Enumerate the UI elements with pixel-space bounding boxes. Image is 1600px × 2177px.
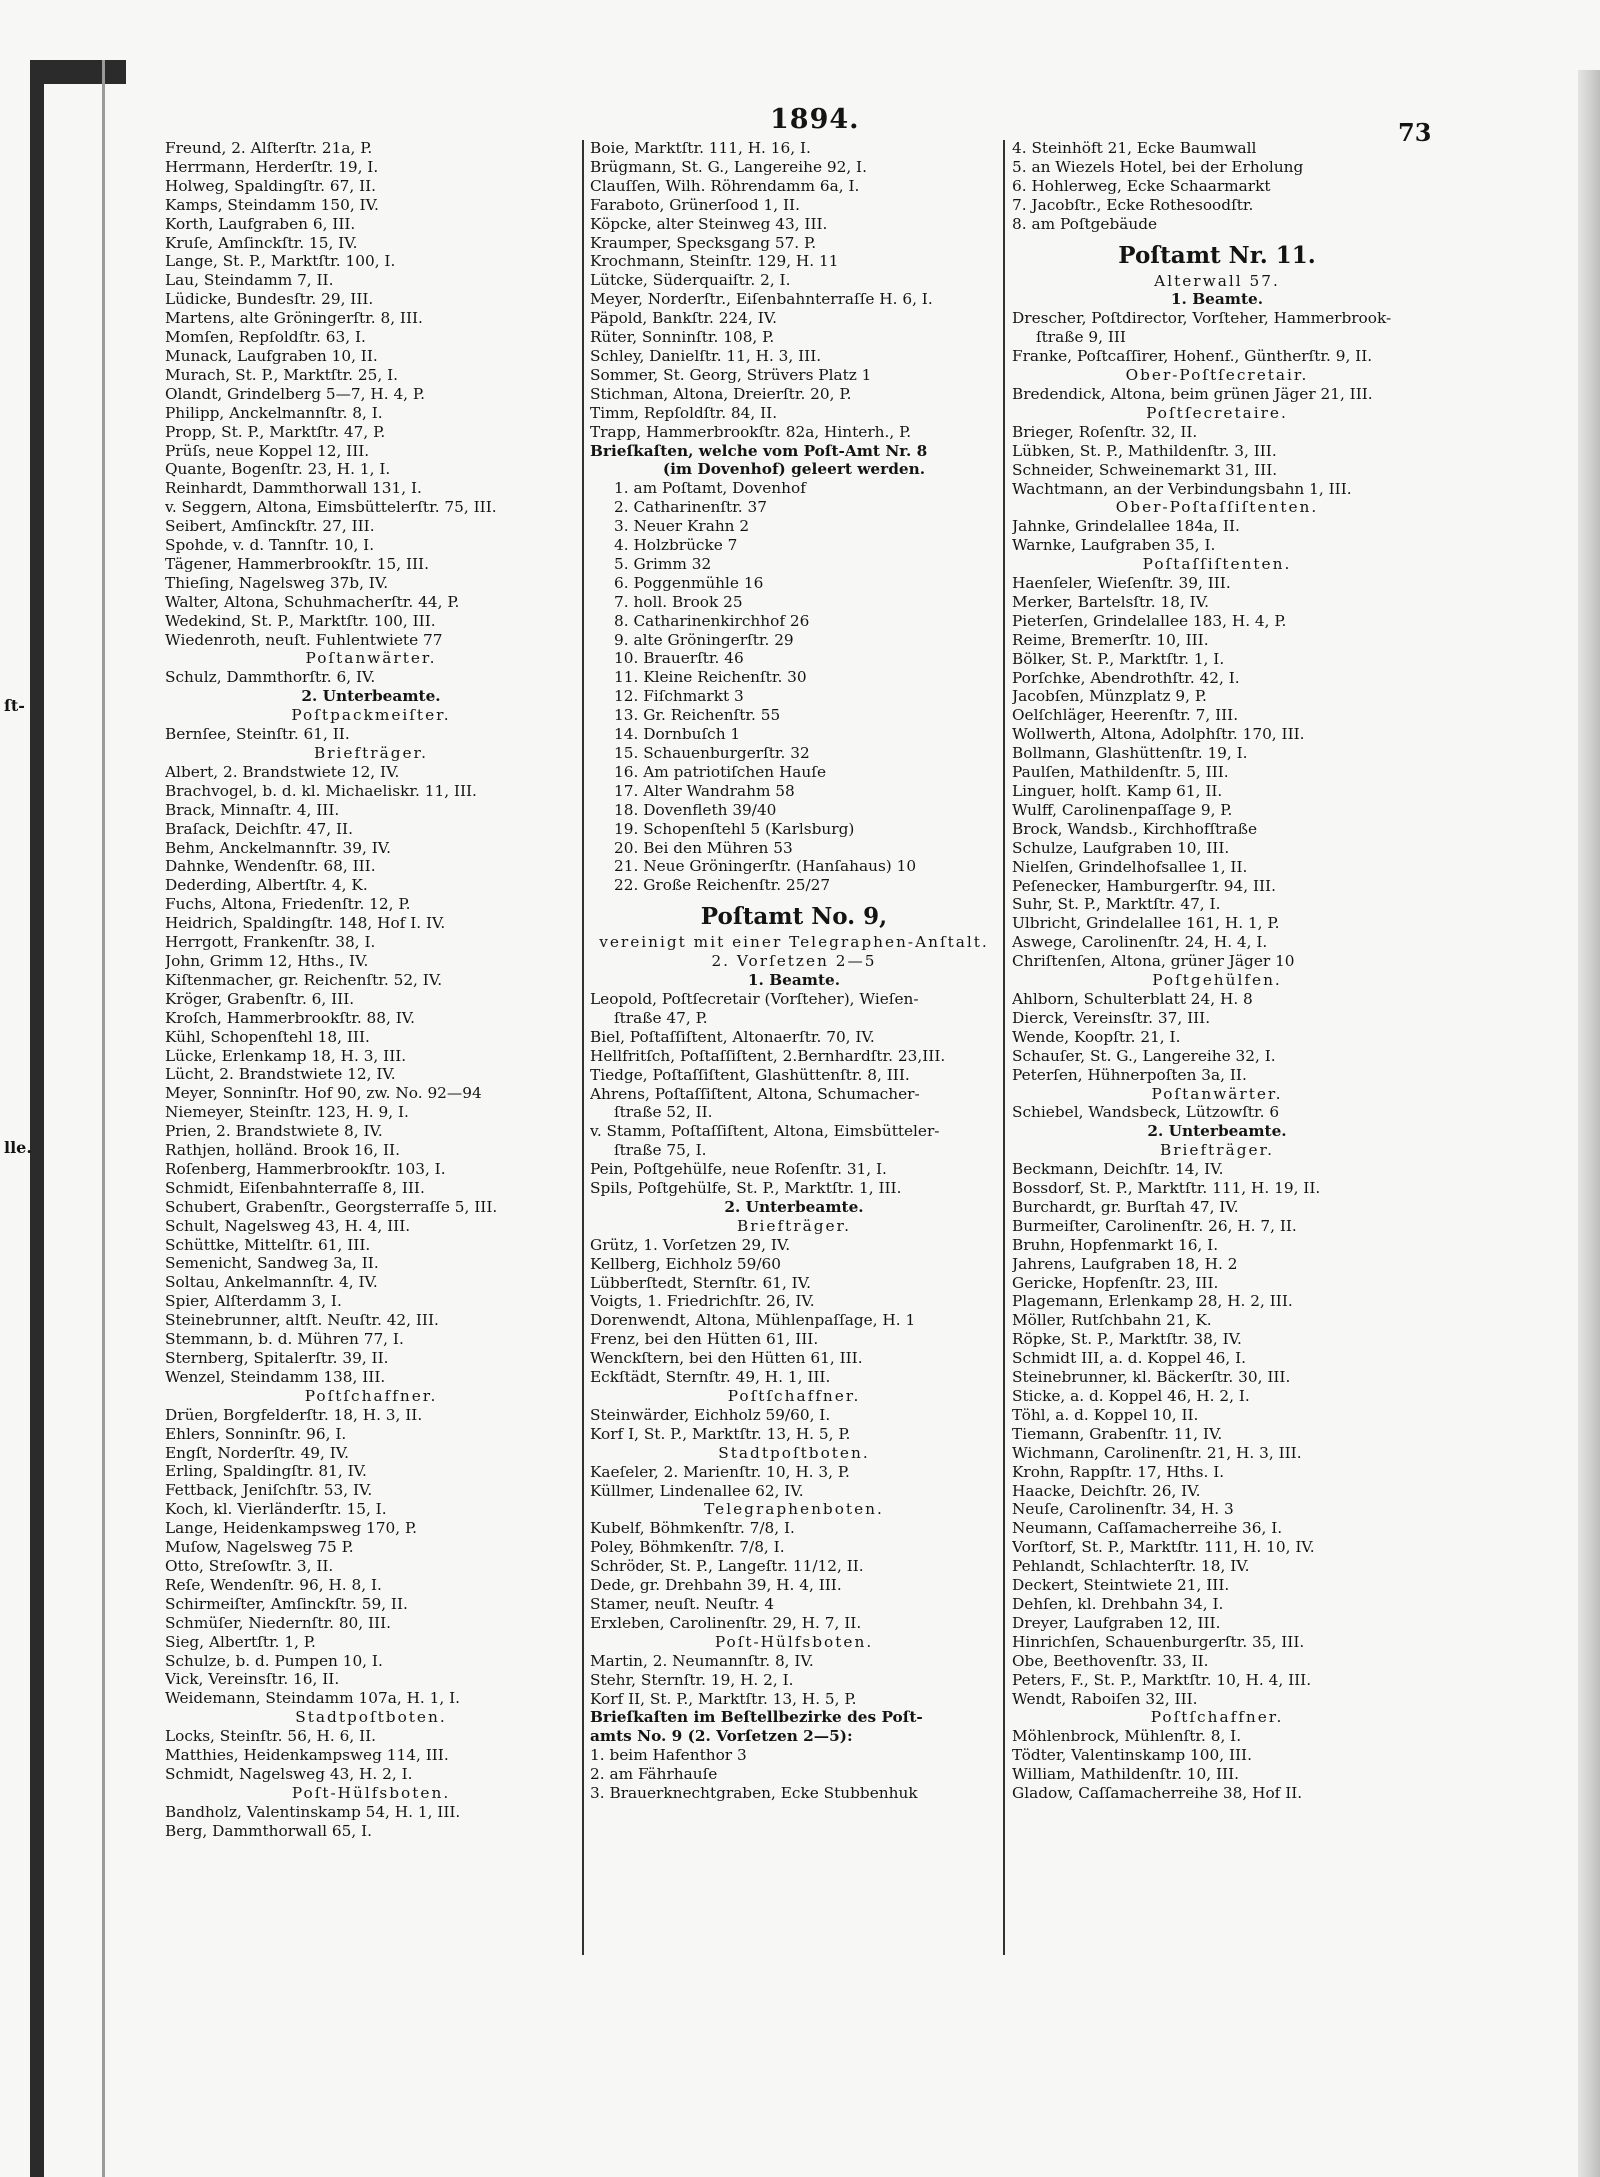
- directory-entry: Obe, Beethovenſtr. 33, II.: [1012, 1651, 1209, 1670]
- directory-entry: Kroſch, Hammerbrookſtr. 88, IV.: [165, 1008, 416, 1027]
- directory-entry: Brachvogel, b. d. kl. Michaeliskr. 11, III.: [165, 781, 477, 800]
- directory-entry: Vick, Vereinsſtr. 16, II.: [165, 1670, 340, 1689]
- directory-entry: Ahlborn, Schulterblatt 24, H. 8: [1012, 989, 1253, 1008]
- section-label: 1. Beamte.: [1170, 290, 1264, 309]
- directory-entry: Sommer, St. Georg, Strüvers Platz 1: [590, 365, 872, 384]
- directory-entry: Albert, 2. Brandstwiete 12, IV.: [165, 762, 400, 781]
- directory-entry: Steinebrunner, kl. Bäckerſtr. 30, III.: [1012, 1368, 1291, 1387]
- directory-entry: Stichman, Altona, Dreierſtr. 20, P.: [590, 384, 852, 403]
- directory-entry: Vorſtorf, St. P., Marktſtr. 111, H. 10, IV.: [1012, 1538, 1315, 1557]
- directory-entry: Hellfritſch, Poſtaſſiſtent, 2.Bernhardſtr. 23,III.: [590, 1046, 946, 1065]
- directory-entry: ſtraße 75, I.: [614, 1141, 707, 1160]
- directory-entry: Franke, Poſtcaſſirer, Hohenf., Güntherſtr. 9, II.: [1012, 347, 1373, 366]
- directory-entry: Drüen, Borgfelderſtr. 18, H. 3, II.: [165, 1405, 423, 1424]
- section-label: Poſt-Hülfsboten.: [714, 1632, 874, 1651]
- directory-column-3: [1012, 139, 1422, 1803]
- directory-entry: Lange, St. P., Marktſtr. 100, I.: [165, 252, 396, 271]
- section-label: Poſtſchaffner.: [727, 1387, 861, 1405]
- directory-entry: Warnke, Laufgraben 35, I.: [1012, 536, 1216, 555]
- section-label: 1. Beamte.: [747, 971, 841, 990]
- page-year: 1894.: [770, 104, 860, 135]
- directory-entry: Brieger, Roſenſtr. 32, II.: [1012, 422, 1198, 441]
- directory-entry: Kubelf, Böhmkenſtr. 7/8, I.: [590, 1519, 795, 1538]
- directory-entry: Merker, Bartelsſtr. 18, IV.: [1012, 592, 1209, 611]
- directory-entry: Lüdicke, Bundesſtr. 29, III.: [165, 290, 374, 309]
- directory-entry: Spils, Poſtgehülfe, St. P., Marktſtr. 1, III.: [590, 1179, 902, 1198]
- directory-entry: Dederding, Albertſtr. 4, K.: [165, 876, 368, 895]
- directory-entry: William, Mathildenſtr. 10, III.: [1012, 1765, 1239, 1784]
- directory-entry: v. Seggern, Altona, Eimsbüttelerſtr. 75, III.: [165, 498, 497, 517]
- directory-entry: Korf I, St. P., Marktſtr. 13, H. 5, P.: [590, 1424, 851, 1443]
- directory-entry: Wenckſtern, bei den Hütten 61, III.: [590, 1349, 863, 1368]
- directory-entry: 7. holl. Brook 25: [614, 592, 743, 611]
- directory-entry: Schubert, Grabenſtr., Georgsterraſſe 5, III.: [165, 1197, 498, 1216]
- directory-entry: Schmüſer, Niedernſtr. 80, III.: [165, 1613, 392, 1632]
- directory-entry: Brock, Wandsb., Kirchhofſtraße: [1012, 819, 1257, 838]
- section-label: Poſtgehülfen.: [1152, 971, 1282, 990]
- directory-entry: Porſchke, Abendrothſtr. 42, I.: [1012, 668, 1240, 687]
- directory-entry: Schult, Nagelsweg 43, H. 4, III.: [165, 1216, 411, 1235]
- directory-entry: Töhl, a. d. Koppel 10, II.: [1012, 1405, 1199, 1424]
- directory-entry: Dehſen, kl. Drehbahn 34, I.: [1012, 1594, 1224, 1613]
- directory-entry: Kamps, Steindamm 150, IV.: [165, 195, 379, 214]
- directory-entry: Weidemann, Steindamm 107a, H. 1, I.: [165, 1689, 460, 1708]
- directory-entry: Wollwerth, Altona, Adolphſtr. 170, III.: [1012, 725, 1305, 744]
- directory-entry: 6. Poggenmühle 16: [614, 573, 764, 592]
- directory-entry: Kaeſeler, 2. Marienſtr. 10, H. 3, P.: [590, 1462, 850, 1481]
- directory-entry: Boie, Marktſtr. 111, H. 16, I.: [590, 139, 811, 157]
- directory-entry: Freund, 2. Alſterſtr. 21a, P.: [165, 139, 373, 157]
- directory-entry: Haacke, Deichſtr. 26, IV.: [1012, 1481, 1201, 1500]
- directory-entry: Stamer, neuſt. Neuſtr. 4: [590, 1594, 775, 1613]
- directory-entry: Locks, Steinſtr. 56, H. 6, II.: [165, 1727, 377, 1746]
- directory-entry: 1. am Poſtamt, Dovenhof: [614, 479, 806, 498]
- directory-column-2: [590, 139, 998, 1803]
- directory-entry: 17. Alter Wandrahm 58: [614, 781, 795, 800]
- directory-entry: Tödter, Valentinskamp 100, III.: [1012, 1746, 1252, 1765]
- directory-entry: Aswege, Carolinenſtr. 24, H. 4, I.: [1012, 933, 1268, 952]
- directory-entry: Ehlers, Sonninſtr. 96, I.: [165, 1424, 347, 1443]
- directory-entry: Sieg, Albertſtr. 1, P.: [165, 1632, 316, 1651]
- directory-entry: 9. alte Gröningerſtr. 29: [614, 630, 794, 649]
- directory-entry: Behm, Anckelmannſtr. 39, IV.: [165, 838, 392, 857]
- directory-entry: Steinwärder, Eichholz 59/60, I.: [590, 1405, 831, 1424]
- directory-entry: Kühl, Schopenſtehl 18, III.: [165, 1027, 370, 1046]
- directory-entry: Prüſs, neue Koppel 12, III.: [165, 441, 370, 460]
- section-label: Alterwall 57.: [1154, 271, 1280, 290]
- directory-entry: Kellberg, Eichholz 59/60: [590, 1254, 781, 1273]
- section-label: Stadtpoſtboten.: [718, 1443, 870, 1462]
- directory-entry: Wiedenroth, neuſt. Fuhlentwiete 77: [165, 630, 443, 649]
- section-label: Poſt-Hülfsboten.: [291, 1783, 451, 1802]
- directory-entry: Ahrens, Poſtaſſiſtent, Altona, Schumacher-: [590, 1084, 920, 1103]
- directory-column-1: [165, 139, 577, 1841]
- section-label: Ober-Poſtaſſiſtenten.: [1115, 498, 1319, 517]
- scan-border-left: [30, 60, 44, 2177]
- directory-entry: Brügmann, St. G., Langereihe 92, I.: [590, 157, 867, 176]
- directory-entry: Niemeyer, Steinſtr. 123, H. 9, I.: [165, 1103, 409, 1122]
- directory-entry: 14. Dornbuſch 1: [614, 725, 741, 744]
- directory-entry: Matthies, Heidenkampsweg 114, III.: [165, 1746, 449, 1765]
- directory-entry: ſtraße 52, II.: [614, 1103, 713, 1122]
- directory-entry: Beckmann, Deichſtr. 14, IV.: [1012, 1160, 1224, 1179]
- section-label: Briefträger.: [313, 744, 429, 762]
- directory-entry: 8. Catharinenkirchhof 26: [614, 611, 810, 630]
- directory-entry: Kruſe, Amſinckſtr. 15, IV.: [165, 233, 358, 252]
- directory-entry: Sternberg, Spitalerſtr. 39, II.: [165, 1349, 389, 1367]
- directory-entry: Fuchs, Altona, Friedenſtr. 12, P.: [165, 895, 411, 914]
- directory-entry: Spohde, v. d. Tannſtr. 10, I.: [165, 536, 375, 555]
- directory-entry: Momſen, Repſoldſtr. 63, I.: [165, 328, 366, 347]
- directory-entry: Lübken, St. P., Mathildenſtr. 3, III.: [1012, 441, 1277, 460]
- directory-entry: Munack, Laufgraben 10, II.: [165, 346, 378, 365]
- directory-entry: Kröger, Grabenſtr. 6, III.: [165, 989, 355, 1008]
- directory-entry: Bollmann, Glashüttenſtr. 19, I.: [1012, 744, 1248, 763]
- directory-entry: John, Grimm 12, Hths., IV.: [165, 951, 369, 970]
- page-number: 73: [1398, 118, 1432, 147]
- directory-entry: Korth, Laufgraben 6, III.: [165, 214, 356, 233]
- directory-entry: Stemmann, b. d. Mühren 77, I.: [165, 1330, 404, 1349]
- directory-entry: Hinrichſen, Schauenburgerſtr. 35, III.: [1012, 1632, 1305, 1651]
- directory-entry: Schauſer, St. G., Langereihe 32, I.: [1012, 1046, 1276, 1065]
- directory-entry: Rüter, Sonninſtr. 108, P.: [590, 328, 775, 347]
- directory-entry: Schulz, Dammthorſtr. 6, IV.: [165, 668, 376, 687]
- directory-entry: Meyer, Norderſtr., Eiſenbahnterraſſe H. 6, I.: [590, 290, 933, 309]
- directory-entry: Krohn, Rappſtr. 17, Hths. I.: [1012, 1462, 1225, 1481]
- margin-fragment: lle.: [4, 1138, 32, 1157]
- directory-entry: Neuſe, Carolinenſtr. 34, H. 3: [1012, 1500, 1234, 1519]
- directory-entry: 13. Gr. Reichenſtr. 55: [614, 706, 781, 725]
- page-edge-shadow: [1578, 70, 1600, 2177]
- directory-entry: Braſack, Deichſtr. 47, II.: [165, 819, 353, 838]
- directory-entry: Schirmeiſter, Amſinckſtr. 59, II.: [165, 1594, 408, 1613]
- section-label: vereinigt mit einer Telegraphen-Anſtalt.: [599, 933, 989, 952]
- directory-entry: Wenzel, Steindamm 138, III.: [165, 1367, 386, 1386]
- directory-entry: Dorenwendt, Altona, Mühlenpaſſage, H. 1: [590, 1311, 916, 1330]
- directory-entry: Gladow, Caſſamacherreihe 38, Hof II.: [1012, 1784, 1303, 1803]
- section-label: Brieſkaſten im Beſtellbezirke des Poſt-: [590, 1708, 923, 1727]
- directory-entry: Seibert, Amſinckſtr. 27, III.: [165, 517, 375, 536]
- section-label: amts No. 9 (2. Vorſetzen 2—5):: [590, 1727, 853, 1746]
- directory-entry: Roſenberg, Hammerbrookſtr. 103, I.: [165, 1159, 446, 1178]
- section-label: Brieſkaſten, welche vom Poſt-Amt Nr. 8: [590, 441, 928, 460]
- directory-entry: Röpke, St. P., Marktſtr. 38, IV.: [1012, 1330, 1242, 1349]
- directory-entry: 4. Steinhöft 21, Ecke Baumwall: [1012, 139, 1257, 157]
- directory-entry: Wulff, Carolinenpaſſage 9, P.: [1012, 800, 1233, 819]
- directory-entry: 5. an Wiezels Hotel, bei der Erholung: [1012, 157, 1304, 176]
- directory-entry: Gericke, Hopfenſtr. 23, III.: [1012, 1273, 1219, 1292]
- directory-entry: Erxleben, Carolinenſtr. 29, H. 7, II.: [590, 1613, 862, 1632]
- directory-entry: 8. am Poſtgebäude: [1012, 214, 1158, 233]
- directory-entry: 3. Neuer Krahn 2: [614, 517, 750, 536]
- directory-entry: 20. Bei den Mühren 53: [614, 838, 793, 857]
- directory-entry: Schiebel, Wandsbeck, Lützowſtr. 6: [1012, 1103, 1280, 1122]
- section-label: Briefträger.: [1159, 1141, 1275, 1160]
- column-rule: [1003, 140, 1005, 1955]
- directory-entry: Muſow, Nagelsweg 75 P.: [165, 1538, 354, 1557]
- directory-entry: Reime, Bremerſtr. 10, III.: [1012, 630, 1209, 649]
- directory-entry: Dreyer, Laufgraben 12, III.: [1012, 1613, 1221, 1632]
- directory-entry: Ulbricht, Grindelallee 161, H. 1, P.: [1012, 914, 1280, 933]
- directory-entry: Propp, St. P., Marktſtr. 47, P.: [165, 422, 386, 441]
- directory-entry: 7. Jacobſtr., Ecke Rothesoodſtr.: [1012, 195, 1254, 214]
- directory-entry: Reinhardt, Dammthorwall 131, I.: [165, 479, 422, 498]
- directory-entry: Linguer, holſt. Kamp 61, II.: [1012, 782, 1223, 800]
- directory-entry: Wedekind, St. P., Marktſtr. 100, III.: [165, 611, 436, 630]
- directory-entry: Reſe, Wendenſtr. 96, H. 8, I.: [165, 1575, 382, 1594]
- directory-entry: Peters, F., St. P., Marktſtr. 10, H. 4, III.: [1012, 1670, 1312, 1689]
- directory-entry: Möller, Rutſchbahn 21, K.: [1012, 1311, 1212, 1330]
- directory-entry: Jahnke, Grindelallee 184a, II.: [1012, 517, 1240, 536]
- directory-entry: 10. Brauerſtr. 46: [614, 649, 744, 668]
- directory-entry: Bölker, St. P., Marktſtr. 1, I.: [1012, 649, 1225, 668]
- directory-entry: Lücht, 2. Brandstwiete 12, IV.: [165, 1065, 396, 1084]
- directory-entry: Steinebrunner, altſt. Neuſtr. 42, III.: [165, 1311, 439, 1330]
- directory-entry: Schmidt, Nagelsweg 43, H. 2, I.: [165, 1764, 413, 1783]
- directory-entry: Lange, Heidenkampsweg 170, P.: [165, 1519, 417, 1538]
- directory-entry: Holweg, Spaldingſtr. 67, II.: [165, 176, 377, 195]
- section-label: Poſtpackmeiſter.: [291, 706, 451, 725]
- directory-entry: Engſt, Norderſtr. 49, IV.: [165, 1443, 350, 1462]
- directory-entry: Stehr, Sternſtr. 19, H. 2, I.: [590, 1670, 794, 1689]
- directory-entry: 19. Schopenſtehl 5 (Karlsburg): [614, 819, 855, 838]
- directory-entry: 2. Catharinenſtr. 37: [614, 498, 767, 517]
- directory-entry: Wichmann, Carolinenſtr. 21, H. 3, III.: [1012, 1443, 1302, 1462]
- directory-entry: Suhr, St. P., Marktſtr. 47, I.: [1012, 895, 1221, 914]
- directory-entry: Schmidt, Eiſenbahnterraſſe 8, III.: [165, 1178, 425, 1197]
- section-heading: Poſtamt Nr. 11.: [1118, 241, 1316, 269]
- directory-entry: 3. Brauerknechtgraben, Ecke Stubbenhuk: [590, 1784, 918, 1803]
- section-label: (im Dovenhof) geleert werden.: [662, 460, 926, 479]
- directory-entry: Soltau, Ankelmannſtr. 4, IV.: [165, 1273, 378, 1292]
- directory-entry: Dierck, Vereinsſtr. 37, III.: [1012, 1008, 1211, 1027]
- directory-entry: Rathjen, holländ. Brook 16, II.: [165, 1141, 400, 1160]
- directory-entry: Faraboto, Grünerſood 1, II.: [590, 195, 800, 214]
- directory-entry: Peterſen, Hühnerpoſten 3a, II.: [1012, 1065, 1247, 1084]
- directory-entry: Fettback, Jeniſchſtr. 53, IV.: [165, 1481, 373, 1500]
- directory-entry: Schüttke, Mittelſtr. 61, III.: [165, 1235, 371, 1254]
- directory-entry: Brack, Minnaſtr. 4, III.: [165, 800, 340, 819]
- directory-entry: Päpold, Bankſtr. 224, IV.: [590, 309, 777, 328]
- directory-entry: Paulſen, Mathildenſtr. 5, III.: [1012, 763, 1229, 782]
- directory-entry: Wendt, Raboiſen 32, III.: [1012, 1689, 1198, 1708]
- directory-entry: Lütcke, Süderquaiſtr. 2, I.: [590, 271, 791, 290]
- directory-entry: Heidrich, Spaldingſtr. 148, Hof I. IV.: [165, 914, 446, 933]
- section-label: Poſtſecretaire.: [1146, 403, 1288, 422]
- directory-entry: Erling, Spaldingſtr. 81, IV.: [165, 1462, 367, 1481]
- section-label: Briefträger.: [736, 1216, 852, 1235]
- directory-entry: Korf II, St. P., Marktſtr. 13, H. 5, P.: [590, 1689, 857, 1708]
- section-label: Ober-Poſtſecretair.: [1125, 366, 1309, 385]
- directory-entry: Köpcke, alter Steinweg 43, III.: [590, 214, 828, 233]
- directory-entry: Leopold, Poſtſecretair (Vorſteher), Wieſen-: [590, 989, 919, 1008]
- directory-entry: Pieterſen, Grindelallee 183, H. 4, P.: [1012, 611, 1287, 630]
- directory-entry: Schröder, St. P., Langeſtr. 11/12, II.: [590, 1557, 864, 1576]
- directory-entry: Martin, 2. Neumannſtr. 8, IV.: [590, 1651, 814, 1670]
- directory-entry: Schulze, b. d. Pumpen 10, I.: [165, 1651, 383, 1670]
- directory-entry: Drescher, Poſtdirector, Vorſteher, Hammerbrook-: [1012, 309, 1392, 328]
- directory-entry: Kraumper, Specksgang 57. P.: [590, 233, 817, 252]
- directory-entry: Spier, Alſterdamm 3, I.: [165, 1292, 342, 1311]
- directory-entry: 1. beim Hafenthor 3: [590, 1746, 747, 1765]
- section-label: 2. Vorſetzen 2—5: [711, 952, 877, 971]
- directory-entry: Schley, Danielſtr. 11, H. 3, III.: [590, 346, 822, 365]
- directory-entry: Timm, Repſoldſtr. 84, II.: [590, 403, 778, 422]
- directory-entry: Thieſing, Nagelsweg 37b, IV.: [165, 573, 389, 592]
- directory-entry: Bernſee, Steinſtr. 61, II.: [165, 725, 350, 744]
- directory-entry: 21. Neue Gröningerſtr. (Hanſahaus) 10: [614, 857, 917, 876]
- directory-entry: Herrmann, Herderſtr. 19, I.: [165, 157, 379, 176]
- directory-entry: Frenz, bei den Hütten 61, III.: [590, 1330, 819, 1349]
- section-label: Poſtanwärter.: [305, 649, 437, 668]
- directory-entry: Haenſeler, Wieſenſtr. 39, III.: [1012, 574, 1231, 593]
- directory-entry: ſtraße 47, P.: [614, 1008, 708, 1027]
- directory-entry: 12. Fiſchmarkt 3: [614, 687, 744, 706]
- directory-entry: v. Stamm, Poſtaſſiſtent, Altona, Eimsbütteler-: [590, 1122, 940, 1141]
- directory-entry: Oelſchläger, Heerenſtr. 7, III.: [1012, 706, 1239, 725]
- directory-entry: Dahnke, Wendenſtr. 68, III.: [165, 857, 376, 876]
- directory-entry: Tiemann, Grabenſtr. 11, IV.: [1012, 1424, 1223, 1443]
- directory-entry: Lübberſtedt, Sternſtr. 61, IV.: [590, 1273, 811, 1292]
- directory-entry: Sticke, a. d. Koppel 46, H. 2, I.: [1012, 1387, 1250, 1405]
- directory-entry: ſtraße 9, III: [1036, 328, 1126, 347]
- directory-entry: Plagemann, Erlenkamp 28, H. 2, III.: [1012, 1292, 1293, 1311]
- directory-entry: Meyer, Sonninſtr. Hof 90, zw. No. 92—94: [165, 1084, 482, 1103]
- directory-entry: 15. Schauenburgerſtr. 32: [614, 744, 810, 762]
- directory-entry: Chriſtenſen, Altona, grüner Jäger 10: [1012, 952, 1295, 971]
- directory-entry: 5. Grimm 32: [614, 554, 712, 573]
- directory-entry: Burmeiſter, Carolinenſtr. 26, H. 7, II.: [1012, 1216, 1297, 1235]
- directory-entry: Bruhn, Hopfenmarkt 16, I.: [1012, 1235, 1219, 1254]
- section-label: Poſtſchaffner.: [1150, 1708, 1284, 1727]
- directory-entry: Koch, kl. Vierländerſtr. 15, I.: [165, 1500, 387, 1519]
- directory-entry: Tägener, Hammerbrookſtr. 15, III.: [165, 554, 429, 573]
- directory-entry: Walter, Altona, Schuhmacherſtr. 44, P.: [165, 592, 460, 611]
- directory-entry: Wachtmann, an der Verbindungsbahn 1, III.: [1012, 479, 1352, 498]
- directory-entry: Semenicht, Sandweg 3a, II.: [165, 1254, 379, 1273]
- section-label: 2. Unterbeamte.: [301, 687, 441, 706]
- directory-entry: Eckſtädt, Sternſtr. 49, H. 1, III.: [590, 1368, 831, 1387]
- directory-entry: 18. Dovenfleth 39/40: [614, 800, 777, 819]
- directory-entry: 22. Große Reichenſtr. 25/27: [614, 876, 831, 895]
- directory-entry: 16. Am patriotiſchen Hauſe: [614, 762, 826, 781]
- section-label: Poſtanwärter.: [1151, 1084, 1283, 1103]
- directory-entry: Wende, Koopſtr. 21, I.: [1012, 1027, 1181, 1046]
- directory-entry: Berg, Dammthorwall 65, I.: [165, 1821, 372, 1840]
- directory-entry: Grütz, 1. Vorſetzen 29, IV.: [590, 1235, 791, 1254]
- directory-entry: Quante, Bogenſtr. 23, H. 1, I.: [165, 460, 391, 479]
- directory-entry: Nielſen, Grindelhofsallee 1, II.: [1012, 857, 1248, 876]
- section-label: 2. Unterbeamte.: [724, 1197, 864, 1216]
- directory-entry: Pein, Poſtgehülfe, neue Roſenſtr. 31, I.: [590, 1160, 887, 1179]
- directory-entry: 2. am Fährhauſe: [590, 1765, 718, 1784]
- directory-entry: Neumann, Caſſamacherreihe 36, I.: [1012, 1519, 1283, 1538]
- directory-entry: Clauſſen, Wilh. Röhrendamm 6a, I.: [590, 176, 860, 195]
- directory-entry: Trapp, Hammerbrookſtr. 82a, Hinterh., P.: [590, 422, 912, 441]
- section-label: Telegraphenboten.: [704, 1500, 884, 1519]
- section-label: Poſtaſſiſtenten.: [1142, 555, 1292, 574]
- section-heading: Poſtamt No. 9,: [700, 903, 888, 931]
- directory-entry: Bredendick, Altona, beim grünen Jäger 21, III.: [1012, 384, 1373, 403]
- directory-entry: Burchardt, gr. Burſtah 47, IV.: [1012, 1197, 1239, 1216]
- directory-entry: Philipp, Anckelmannſtr. 8, I.: [165, 403, 383, 422]
- directory-entry: Herrgott, Frankenſtr. 38, I.: [165, 933, 376, 952]
- directory-entry: Voigts, 1. Friedrichſtr. 26, IV.: [590, 1292, 815, 1311]
- directory-entry: 4. Holzbrücke 7: [614, 536, 738, 555]
- directory-entry: Deckert, Steintwiete 21, III.: [1012, 1576, 1230, 1595]
- directory-entry: Otto, Streſowſtr. 3, II.: [165, 1556, 334, 1575]
- directory-entry: Lücke, Erlenkamp 18, H. 3, III.: [165, 1046, 407, 1065]
- directory-entry: Murach, St. P., Marktſtr. 25, I.: [165, 365, 398, 384]
- margin-fragment: ſt-: [4, 696, 25, 715]
- directory-entry: Küllmer, Lindenallee 62, IV.: [590, 1481, 804, 1500]
- directory-entry: Martens, alte Gröningerſtr. 8, III.: [165, 309, 423, 328]
- directory-entry: Pehlandt, Schlachterſtr. 18, IV.: [1012, 1557, 1250, 1576]
- directory-entry: Krochmann, Steinſtr. 129, H. 11: [590, 252, 839, 271]
- section-label: 2. Unterbeamte.: [1147, 1122, 1287, 1141]
- directory-entry: Tiedge, Poſtaſſiſtent, Glashüttenſtr. 8, III.: [590, 1065, 910, 1084]
- directory-entry: Poley, Böhmkenſtr. 7/8, I.: [590, 1538, 785, 1557]
- scan-border-top: [30, 60, 126, 84]
- directory-entry: Schmidt III, a. d. Koppel 46, I.: [1012, 1349, 1247, 1368]
- directory-entry: Peſenecker, Hamburgerſtr. 94, III.: [1012, 876, 1276, 895]
- directory-entry: Lau, Steindamm 7, II.: [165, 271, 334, 290]
- directory-entry: Schulze, Laufgraben 10, III.: [1012, 838, 1230, 857]
- directory-entry: Bossdorf, St. P., Marktſtr. 111, H. 19, II.: [1012, 1179, 1321, 1198]
- directory-entry: Prien, 2. Brandstwiete 8, IV.: [165, 1122, 383, 1141]
- directory-entry: Biel, Poſtaſſiſtent, Altonaerſtr. 70, IV.: [590, 1027, 875, 1046]
- directory-entry: Olandt, Grindelberg 5—7, H. 4, P.: [165, 384, 425, 403]
- directory-entry: 11. Kleine Reichenſtr. 30: [614, 668, 807, 687]
- directory-entry: Dede, gr. Drehbahn 39, H. 4, III.: [590, 1576, 842, 1595]
- directory-entry: Bandholz, Valentinskamp 54, H. 1, III.: [165, 1802, 461, 1821]
- column-rule: [582, 140, 584, 1955]
- section-label: Stadtpoſtboten.: [295, 1708, 447, 1727]
- directory-entry: Jacobſen, Münzplatz 9, P.: [1012, 687, 1207, 706]
- directory-entry: 6. Hohlerweg, Ecke Schaarmarkt: [1012, 176, 1271, 195]
- section-label: Poſtſchaffner.: [304, 1386, 438, 1405]
- directory-entry: Schneider, Schweinemarkt 31, III.: [1012, 460, 1278, 479]
- directory-entry: Jahrens, Laufgraben 18, H. 2: [1012, 1254, 1238, 1273]
- directory-entry: Möhlenbrock, Mühlenſtr. 8, I.: [1012, 1727, 1242, 1746]
- directory-entry: Kiſtenmacher, gr. Reichenſtr. 52, IV.: [165, 970, 443, 989]
- page-gutter-edge: [102, 60, 105, 2177]
